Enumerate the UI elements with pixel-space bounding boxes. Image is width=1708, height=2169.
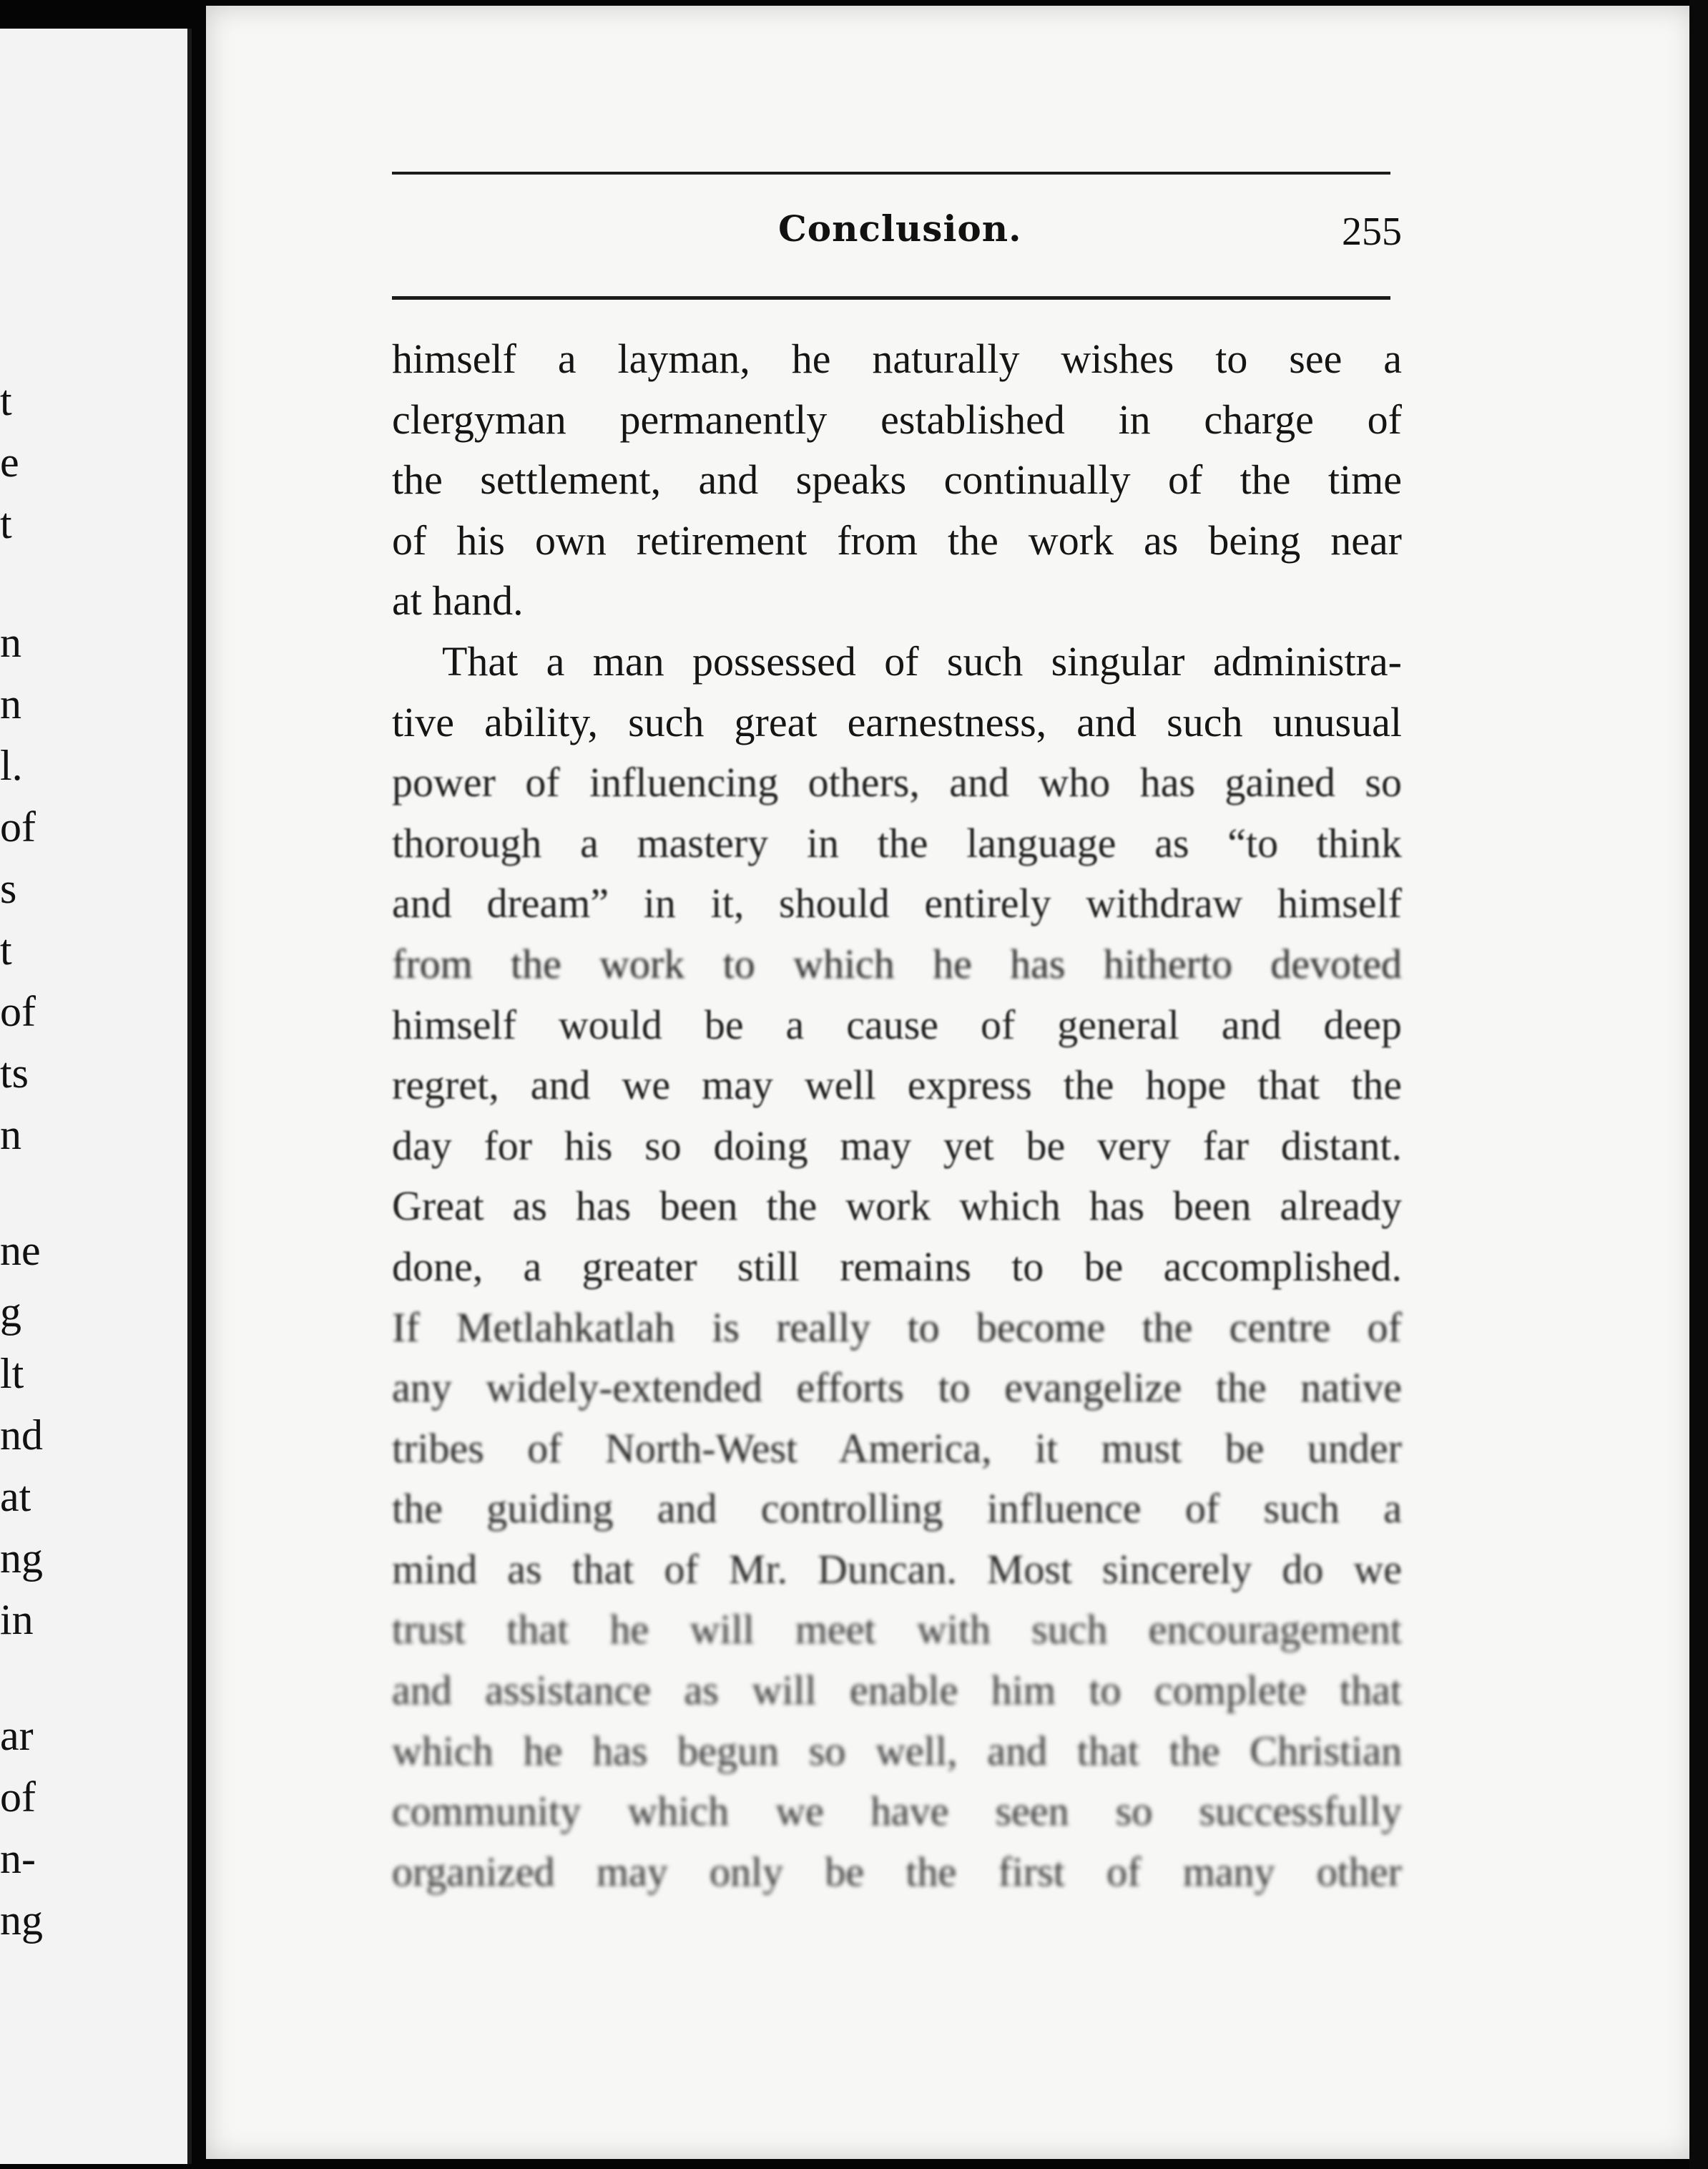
fragment: t: [0, 926, 12, 974]
fragment: nd: [0, 1411, 43, 1459]
text-line: thorough a mastery in the language as “to think: [392, 819, 1402, 866]
fragment: of: [0, 803, 36, 851]
text-line: the guiding and controlling influence of such a: [392, 1485, 1402, 1532]
text-line: day for his so doing may yet be very far distant.: [392, 1122, 1402, 1169]
fragment: n: [0, 680, 21, 728]
text-line: trust that he will meet with such encouragement: [392, 1606, 1402, 1653]
running-title: Conclusion.: [778, 207, 1022, 250]
page-edge-shadow: [1689, 0, 1708, 2169]
fragment: ng: [0, 1896, 43, 1944]
text-line: done, a greater still remains to be accomplished.: [392, 1243, 1402, 1290]
text-line: tive ability, such great earnestness, and such unusual: [392, 698, 1402, 745]
text-line: mind as that of Mr. Duncan. Most sincerely do we: [392, 1545, 1402, 1592]
fragment: n: [0, 1111, 21, 1158]
fragment: in: [0, 1596, 34, 1643]
fragment: at: [0, 1473, 31, 1520]
text-line: the settlement, and speaks continually of the time: [392, 456, 1402, 504]
text-line: That a man possessed of such singular administra-: [442, 637, 1402, 685]
fragment: t: [0, 377, 12, 424]
text-line: which he has begun so well, and that the Christian: [392, 1727, 1402, 1774]
body-text: [392, 329, 1402, 1902]
fragment: n-: [0, 1835, 36, 1882]
fragment: g: [0, 1288, 21, 1336]
text-line: community which we have seen so successfully: [392, 1788, 1402, 1835]
text-line: himself a layman, he naturally wishes to see a: [392, 336, 1402, 382]
text-line: and assistance as will enable him to complete that: [392, 1667, 1402, 1714]
text-line: organized may only be the first of many other: [392, 1848, 1402, 1895]
fragment: of: [0, 988, 36, 1035]
text-line: tribes of North-West America, it must be under: [392, 1424, 1402, 1472]
fragment: s: [0, 865, 17, 912]
paragraph-2: [392, 632, 1402, 1902]
text-line: of his own retirement from the work as being near: [392, 516, 1402, 564]
fragment: of: [0, 1773, 36, 1821]
text-line: regret, and we may well express the hope that the: [392, 1062, 1402, 1109]
fragment: lt: [0, 1350, 24, 1397]
text-line: If Metlahkatlah is really to become the centre of: [392, 1303, 1402, 1351]
text-line: clergyman permanently established in charge of: [392, 396, 1402, 443]
running-head: [392, 207, 1402, 272]
facing-page-edge: [0, 29, 192, 2164]
text-line: any widely-extended efforts to evangelize the native: [392, 1364, 1402, 1411]
fragment: l.: [0, 742, 23, 789]
header-rule-top: [392, 172, 1390, 175]
fragment: e: [0, 439, 19, 486]
fragment: ts: [0, 1049, 29, 1097]
text-line: himself would be a cause of general and deep: [392, 1001, 1402, 1048]
fragment: n: [0, 619, 21, 666]
text-line: and dream” in it, should entirely withdraw himself: [392, 880, 1402, 927]
text-line: from the work to which he has hitherto devoted: [392, 940, 1402, 987]
header-rule-bottom: [392, 296, 1390, 300]
text-line: power of influencing others, and who has gained so: [392, 759, 1402, 806]
fragment: ng: [0, 1534, 43, 1582]
page-number: 255: [1342, 210, 1402, 254]
fragment: ne: [0, 1227, 41, 1274]
text-line: at hand.: [392, 577, 524, 625]
text-line: Great as has been the work which has been already: [392, 1183, 1402, 1230]
paragraph-1: [392, 329, 1402, 632]
fragment: ar: [0, 1712, 34, 1759]
fragment: t: [0, 500, 12, 547]
